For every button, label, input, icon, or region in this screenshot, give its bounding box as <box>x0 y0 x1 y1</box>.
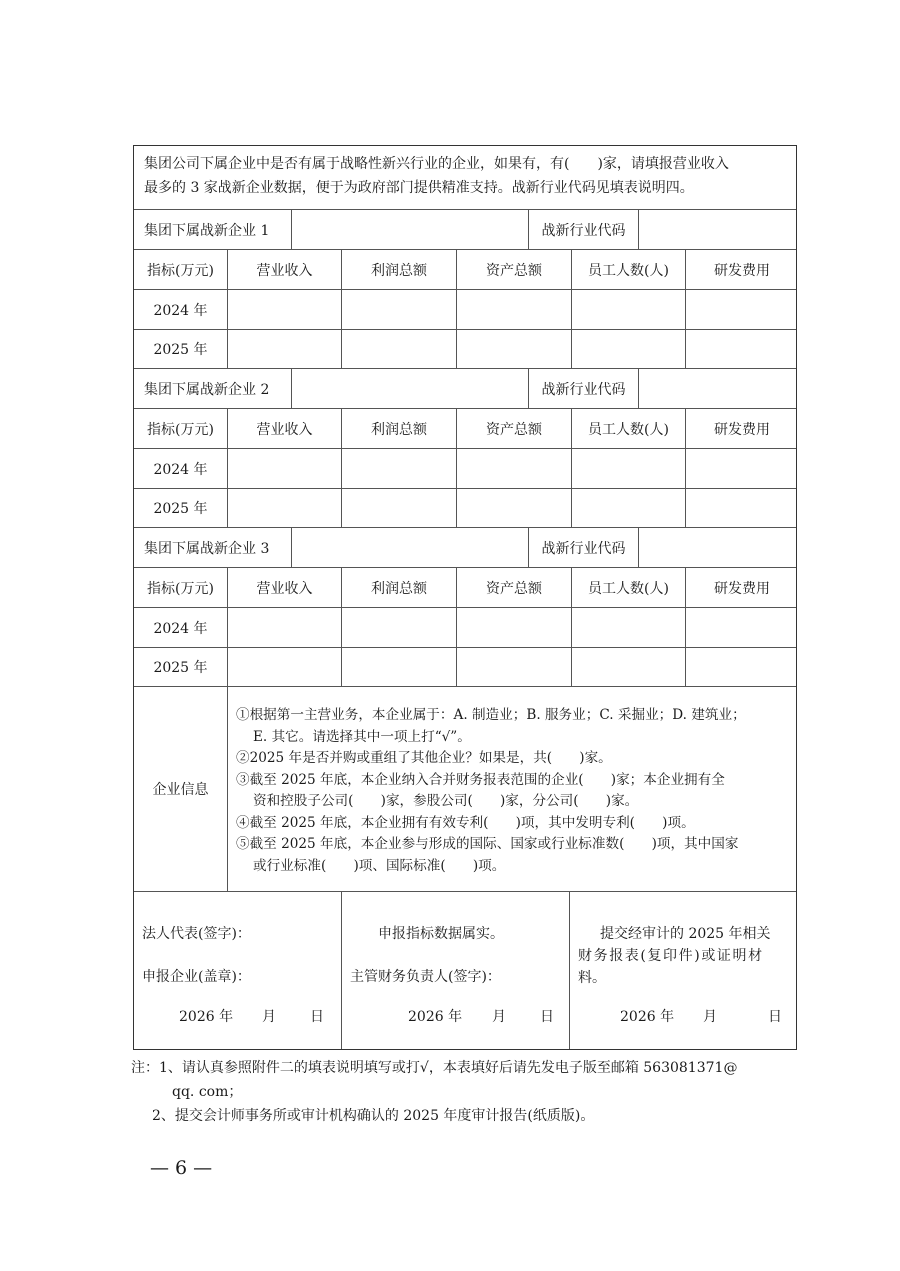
column-header: 研发费用 <box>685 250 798 289</box>
data-input-cell[interactable] <box>456 449 571 488</box>
data-input-cell[interactable] <box>341 648 456 686</box>
info-line: 资和控股子公司( )家，参股公司( )家，分公司( )家。 <box>253 793 639 809</box>
industry-code-input[interactable] <box>638 210 798 249</box>
data-input-cell[interactable] <box>456 648 571 686</box>
signature-row <box>134 891 796 1049</box>
column-header: 营业收入 <box>227 250 341 289</box>
year-data-row <box>134 329 796 368</box>
data-input-cell[interactable] <box>341 449 456 488</box>
data-input-cell[interactable] <box>227 608 341 647</box>
column-header: 利润总额 <box>341 568 456 607</box>
data-input-cell[interactable] <box>571 489 685 527</box>
year-label: 2025 年 <box>153 501 208 517</box>
industry-code-label: 战新行业代码 <box>528 210 638 249</box>
data-input-cell[interactable] <box>227 330 341 368</box>
enterprise-name-row <box>134 527 796 567</box>
data-input-cell[interactable] <box>685 330 798 368</box>
industry-code-input[interactable] <box>638 528 798 567</box>
column-header: 员工人数(人) <box>571 568 685 607</box>
info-line: ①根据第一主营业务，本企业属于：A. 制造业；B. 服务业；C. 采掘业；D. 建筑业； <box>236 707 746 723</box>
data-input-cell[interactable] <box>227 648 341 686</box>
indicator-header-row <box>134 408 796 448</box>
year-label: 2024 年 <box>153 620 208 637</box>
indicator-header-row <box>134 567 796 607</box>
info-line: ④截至 2025 年底，本企业拥有有效专利( )项，其中发明专利( )项。 <box>236 814 695 831</box>
info-line: ③截至 2025 年底，本企业纳入合并财务报表范围的企业( )家；本企业拥有全 <box>236 771 725 788</box>
info-line: E. 其它。请选择其中一项上打“√”。 <box>253 728 471 745</box>
data-input-cell[interactable] <box>571 648 685 686</box>
year-data-row <box>134 448 796 488</box>
footnote-1-line-2: qq. com； <box>172 1084 243 1100</box>
date-year: 2026 年 <box>179 1009 234 1025</box>
signature-legal-rep-cell[interactable] <box>134 892 341 1049</box>
column-header: 资产总额 <box>456 409 571 448</box>
enterprise-name-label: 集团下属战新企业 1 <box>144 222 270 239</box>
year-data-row <box>134 647 796 686</box>
signature-audit-cell[interactable] <box>569 892 798 1049</box>
data-input-cell[interactable] <box>341 290 456 329</box>
audit-note-line-1: 提交经审计的 2025 年相关 <box>600 926 771 942</box>
data-input-cell[interactable] <box>685 608 798 647</box>
year-label: 2024 年 <box>153 302 208 319</box>
data-input-cell[interactable] <box>456 608 571 647</box>
column-header: 营业收入 <box>227 409 341 448</box>
audit-note-line-3: 料。 <box>578 970 606 986</box>
enterprise-name-input[interactable] <box>291 369 528 408</box>
data-input-cell[interactable] <box>341 489 456 527</box>
enterprise-info-row <box>134 686 796 891</box>
date-month: 月 <box>262 1009 276 1025</box>
industry-code-label: 战新行业代码 <box>528 369 638 408</box>
data-input-cell[interactable] <box>227 449 341 488</box>
industry-code-label: 战新行业代码 <box>528 528 638 567</box>
footnote-1-line-1: 注：1、请认真参照附件二的填表说明填写或打√，本表填好后请先发电子版至邮箱 563081371@ <box>131 1060 738 1076</box>
intro-note-line-2: 最多的 3 家战新企业数据，便于为政府部门提供精准支持。战新行业代码见填表说明四。 <box>144 180 694 196</box>
column-header: 指标(万元) <box>147 262 214 279</box>
signature-finance-cell[interactable] <box>341 892 569 1049</box>
legal-rep-label: 法人代表(签字)： <box>142 926 251 942</box>
data-input-cell[interactable] <box>227 290 341 329</box>
enterprise-data-form <box>133 145 797 1050</box>
industry-code-input[interactable] <box>638 369 798 408</box>
column-header: 研发费用 <box>685 409 798 448</box>
data-input-cell[interactable] <box>685 489 798 527</box>
data-input-cell[interactable] <box>456 330 571 368</box>
data-input-cell[interactable] <box>685 290 798 329</box>
date-year: 2026 年 <box>620 1009 675 1025</box>
column-header: 利润总额 <box>341 409 456 448</box>
column-header: 资产总额 <box>456 568 571 607</box>
column-header: 指标(万元) <box>147 421 214 438</box>
data-input-cell[interactable] <box>571 608 685 647</box>
data-input-cell[interactable] <box>456 290 571 329</box>
column-header: 资产总额 <box>456 250 571 289</box>
company-seal-label: 申报企业(盖章)： <box>142 969 251 985</box>
date-month: 月 <box>492 1009 506 1025</box>
column-header: 员工人数(人) <box>571 409 685 448</box>
data-input-cell[interactable] <box>456 489 571 527</box>
year-label: 2024 年 <box>153 461 208 478</box>
indicator-header-row <box>134 249 796 289</box>
column-header: 研发费用 <box>685 568 798 607</box>
info-line: 或行业标准( )项、国际标准( )项。 <box>253 857 506 874</box>
enterprise-name-row <box>134 209 796 249</box>
enterprise-name-row <box>134 368 796 408</box>
intro-note-line-1: 集团公司下属企业中是否有属于战略性新兴行业的企业，如果有，有( )家，请填报营业收入 <box>144 156 729 172</box>
year-data-row <box>134 289 796 329</box>
column-header: 营业收入 <box>227 568 341 607</box>
column-header: 利润总额 <box>341 250 456 289</box>
enterprise-name-label: 集团下属战新企业 3 <box>144 540 270 557</box>
data-input-cell[interactable] <box>227 489 341 527</box>
info-line: ②2025 年是否并购或重组了其他企业？如果是，共( )家。 <box>236 750 612 766</box>
info-line: ⑤截至 2025 年底，本企业参与形成的国际、国家或行业标准数( )项，其中国家 <box>236 836 739 852</box>
column-header: 员工人数(人) <box>571 250 685 289</box>
date-day: 日 <box>540 1009 554 1025</box>
data-input-cell[interactable] <box>571 449 685 488</box>
date-day: 日 <box>310 1009 324 1025</box>
year-label: 2025 年 <box>153 342 208 358</box>
finance-head-label: 主管财务负责人(签字)： <box>350 969 501 985</box>
page-number: — 6 — <box>150 1157 213 1179</box>
data-input-cell[interactable] <box>571 330 685 368</box>
data-input-cell[interactable] <box>571 290 685 329</box>
enterprise-name-input[interactable] <box>291 528 528 567</box>
year-data-row <box>134 607 796 647</box>
year-data-row <box>134 488 796 527</box>
data-input-cell[interactable] <box>341 608 456 647</box>
footnote-2: 2、提交会计师事务所或审计机构确认的 2025 年度审计报告(纸质版)。 <box>152 1108 595 1124</box>
data-input-cell[interactable] <box>341 330 456 368</box>
date-month: 月 <box>703 1009 717 1025</box>
enterprise-info-label: 企业信息 <box>152 782 209 798</box>
enterprise-info-text <box>236 705 790 877</box>
audit-note-line-2: 财务报表(复印件)或证明材 <box>578 948 764 964</box>
column-header: 指标(万元) <box>147 580 214 597</box>
date-year: 2026 年 <box>408 1009 463 1025</box>
year-label: 2025 年 <box>153 660 208 676</box>
data-input-cell[interactable] <box>685 449 798 488</box>
date-day: 日 <box>768 1009 782 1025</box>
intro-note-row <box>134 146 796 209</box>
enterprise-name-input[interactable] <box>291 210 528 249</box>
enterprise-name-label: 集团下属战新企业 2 <box>144 381 270 398</box>
data-true-statement: 申报指标数据属实。 <box>378 926 504 942</box>
data-input-cell[interactable] <box>685 648 798 686</box>
